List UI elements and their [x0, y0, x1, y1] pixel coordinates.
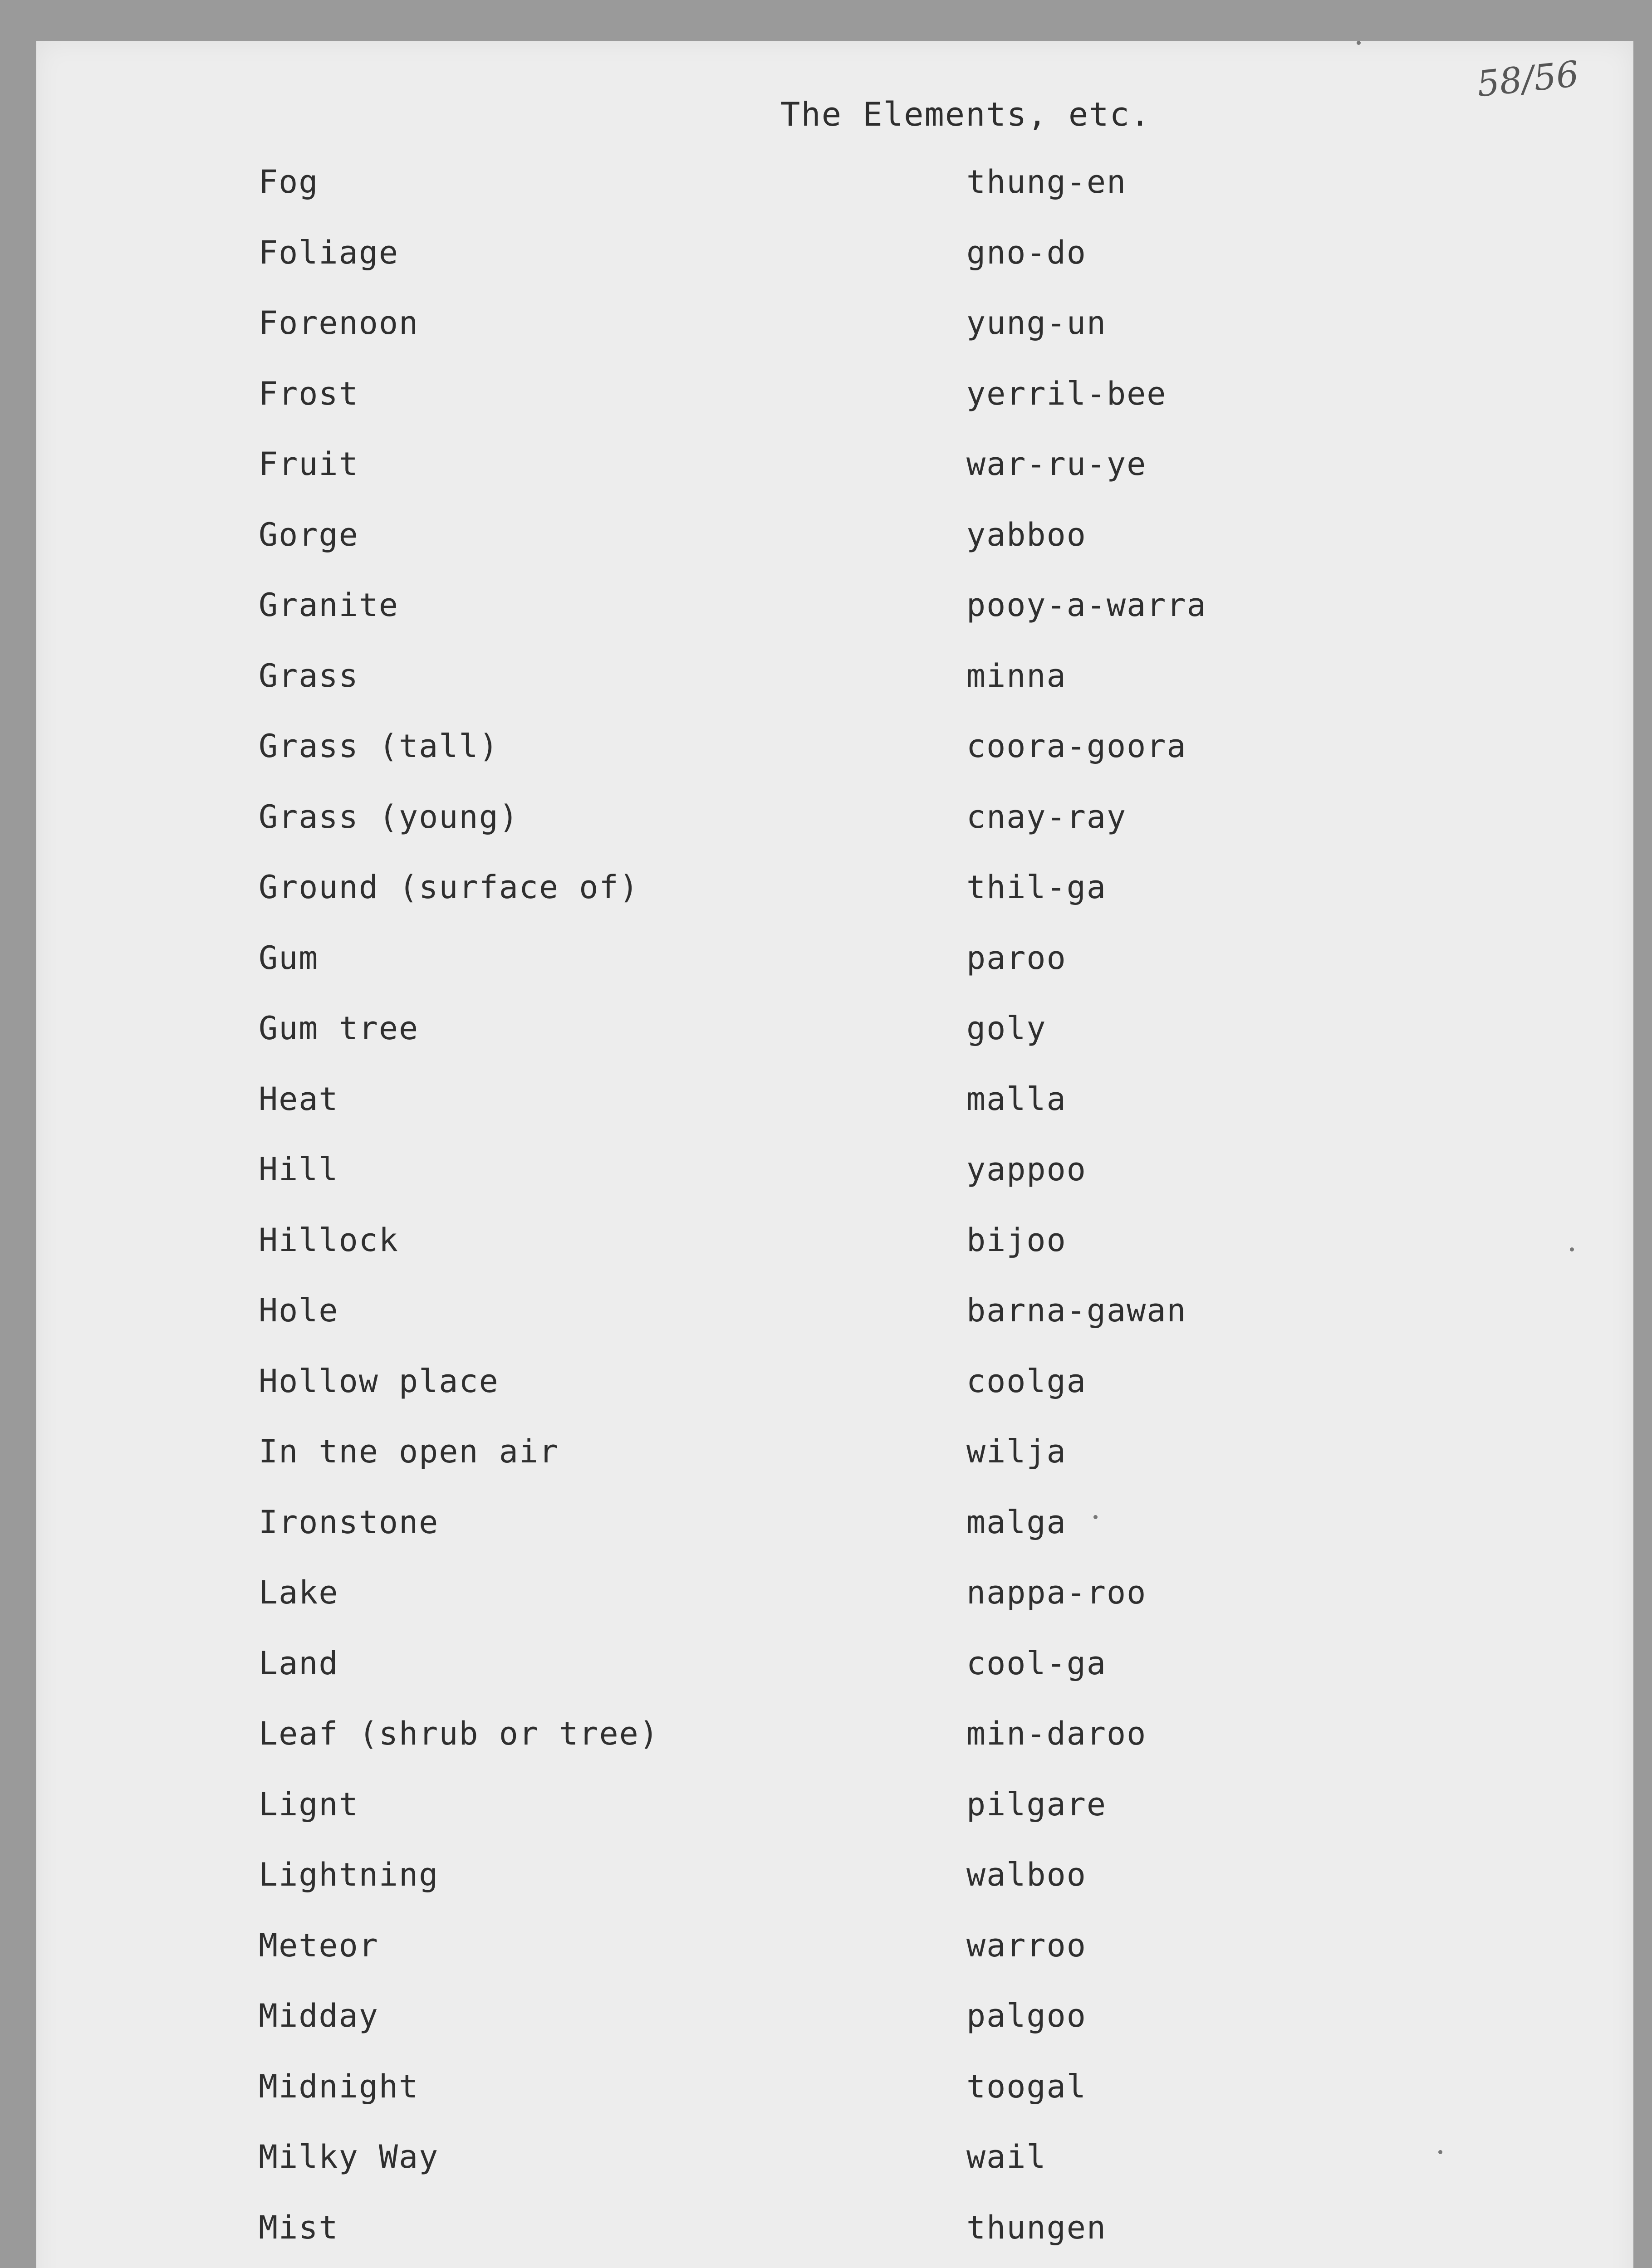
list-item	[36, 1222, 1633, 1292]
list-item	[36, 1645, 1633, 1716]
list-item	[36, 1715, 1633, 1786]
list-item	[36, 1080, 1633, 1151]
english-term: Hillock	[259, 1221, 399, 1259]
english-term: Heat	[259, 1080, 339, 1118]
aboriginal-word: thungen	[966, 2209, 1107, 2246]
aboriginal-word: gno-do	[966, 234, 1087, 271]
list-item	[36, 375, 1633, 446]
english-term: Lignt	[259, 1785, 359, 1823]
list-item	[36, 234, 1633, 305]
english-term: Fruit	[259, 445, 359, 483]
aboriginal-word: pilgare	[966, 1785, 1107, 1823]
list-item	[36, 1151, 1633, 1222]
paper-speck	[1438, 2150, 1442, 2154]
aboriginal-word: malga	[966, 1503, 1067, 1541]
aboriginal-word: yung-un	[966, 304, 1107, 342]
aboriginal-word: minna	[966, 657, 1067, 694]
aboriginal-word: yappoo	[966, 1151, 1087, 1188]
english-term: Frost	[259, 375, 359, 412]
aboriginal-word: malla	[966, 1080, 1067, 1118]
list-item	[36, 1363, 1633, 1433]
english-term: In tne open air	[259, 1433, 559, 1470]
list-item	[36, 2209, 1633, 2268]
aboriginal-word: war-ru-ye	[966, 445, 1147, 483]
english-term: Hill	[259, 1151, 339, 1188]
english-term: Meteor	[259, 1926, 379, 1964]
list-item	[36, 798, 1633, 869]
folio-number: 58/56	[1475, 54, 1581, 105]
list-item	[36, 304, 1633, 375]
english-term: Leaf (shrub or tree)	[259, 1715, 659, 1752]
page-title: The Elements, etc.	[780, 95, 1151, 133]
aboriginal-word: coora-goora	[966, 728, 1187, 765]
aboriginal-word: thil-ga	[966, 869, 1107, 906]
english-term: Grass	[259, 657, 359, 694]
document-page	[36, 41, 1633, 2268]
paper-speck	[1570, 1247, 1574, 1251]
list-item	[36, 1574, 1633, 1645]
list-item	[36, 1504, 1633, 1574]
english-term: Mist	[259, 2209, 339, 2246]
aboriginal-word: yerril-bee	[966, 375, 1167, 412]
english-term: Ground (surface of)	[259, 869, 639, 906]
english-term: Forenoon	[259, 304, 419, 342]
aboriginal-word: min-daroo	[966, 1715, 1147, 1752]
paper-speck	[1093, 1515, 1098, 1519]
list-item	[36, 1433, 1633, 1504]
english-term: Grass (young)	[259, 798, 519, 836]
aboriginal-word: palgoo	[966, 1997, 1087, 2034]
list-item	[36, 1292, 1633, 1363]
list-item	[36, 2068, 1633, 2139]
list-item	[36, 939, 1633, 1010]
aboriginal-word: thung-en	[966, 163, 1127, 200]
aboriginal-word: barna-gawan	[966, 1292, 1187, 1329]
aboriginal-word: coolga	[966, 1362, 1087, 1400]
list-item	[36, 1927, 1633, 1998]
aboriginal-word: bijoo	[966, 1221, 1067, 1259]
english-term: Gum tree	[259, 1010, 419, 1047]
english-term: Land	[259, 1644, 339, 1682]
list-item	[36, 587, 1633, 657]
paper-speck	[1357, 41, 1361, 45]
english-term: Lake	[259, 1574, 339, 1611]
aboriginal-word: paroo	[966, 939, 1067, 977]
english-term: Fog	[259, 163, 319, 200]
aboriginal-word: walboo	[966, 1856, 1087, 1893]
english-term: Hole	[259, 1292, 339, 1329]
list-item	[36, 2138, 1633, 2209]
english-term: Foliage	[259, 234, 399, 271]
list-item	[36, 728, 1633, 798]
english-term: Grass (tall)	[259, 728, 499, 765]
english-term: Granite	[259, 587, 399, 624]
aboriginal-word: pooy-a-warra	[966, 587, 1207, 624]
list-item	[36, 445, 1633, 516]
list-item	[36, 1997, 1633, 2068]
aboriginal-word: wail	[966, 2138, 1047, 2175]
list-item	[36, 1010, 1633, 1080]
english-term: Ironstone	[259, 1503, 439, 1541]
list-item	[36, 1786, 1633, 1857]
english-term: Hollow place	[259, 1362, 499, 1400]
aboriginal-word: yabboo	[966, 516, 1087, 553]
aboriginal-word: cnay-ray	[966, 798, 1127, 836]
aboriginal-word: toogal	[966, 2068, 1087, 2105]
english-term: Lightning	[259, 1856, 439, 1893]
english-term: Midday	[259, 1997, 379, 2034]
aboriginal-word: wilja	[966, 1433, 1067, 1470]
aboriginal-word: cool-ga	[966, 1644, 1107, 1682]
english-term: Milky Way	[259, 2138, 439, 2175]
aboriginal-word: goly	[966, 1010, 1047, 1047]
english-term: Gum	[259, 939, 319, 977]
english-term: Midnight	[259, 2068, 419, 2105]
list-item	[36, 869, 1633, 939]
english-term: Gorge	[259, 516, 359, 553]
list-item	[36, 657, 1633, 728]
vocabulary-list	[36, 163, 1633, 2268]
list-item	[36, 516, 1633, 587]
aboriginal-word: nappa-roo	[966, 1574, 1147, 1611]
aboriginal-word: warroo	[966, 1926, 1087, 1964]
list-item	[36, 1856, 1633, 1927]
list-item	[36, 163, 1633, 234]
